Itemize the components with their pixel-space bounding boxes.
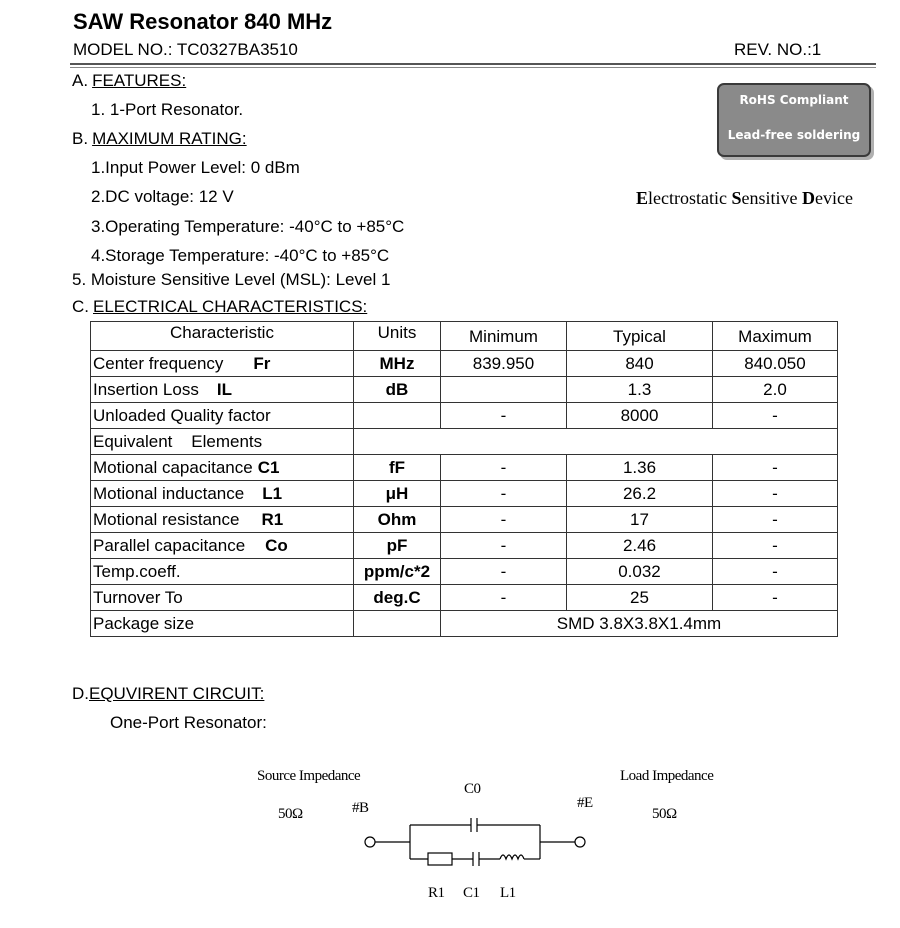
row-symbol: Fr	[253, 354, 271, 373]
c0-label: C0	[464, 781, 481, 797]
section-d-heading	[72, 684, 264, 704]
table-row	[91, 351, 838, 377]
row-max: -	[713, 585, 838, 611]
esd-text-3: evice	[815, 188, 853, 208]
row-max: 840.050	[713, 351, 838, 377]
table-row	[91, 533, 838, 559]
row-min: -	[441, 507, 567, 533]
table-row	[91, 585, 838, 611]
row-label-text: Motional resistance	[93, 510, 240, 529]
table-row	[91, 507, 838, 533]
row-label	[91, 507, 354, 533]
row-min: -	[441, 481, 567, 507]
load-ohm-label: 50Ω	[652, 806, 677, 822]
row-symbol: L1	[262, 484, 283, 503]
rating-item-5: 5. Moisture Sensitive Level (MSL): Level 1	[72, 270, 391, 289]
table-row	[91, 559, 838, 585]
rohs-badge-line1: RoHS Compliant	[739, 93, 849, 107]
resistor-r1	[428, 853, 452, 865]
section-c-prefix: C.	[72, 297, 89, 316]
row-typ: 2.46	[567, 533, 713, 559]
row-label-text: Insertion Loss	[93, 380, 199, 399]
row-unit: fF	[354, 455, 441, 481]
header-minimum: Minimum	[441, 322, 567, 351]
row-label	[91, 351, 354, 377]
section-b-title: MAXIMUM RATING:	[92, 129, 247, 148]
rating-item-2: 2.DC voltage: 12 V	[91, 187, 234, 206]
row-unit: μH	[354, 481, 441, 507]
capacitor-c1	[473, 852, 479, 866]
rohs-badge-line2: Lead-free soldering	[727, 128, 861, 142]
row-typ: 25	[567, 585, 713, 611]
row-min	[441, 377, 567, 403]
row-min: -	[441, 533, 567, 559]
row-label-text: Motional inductance	[93, 484, 245, 503]
row-typ: 26.2	[567, 481, 713, 507]
row-typ: 1.3	[567, 377, 713, 403]
table-row	[91, 611, 838, 637]
feature-item-1: 1. 1-Port Resonator.	[91, 100, 244, 119]
row-label: Package size	[91, 611, 354, 637]
esd-letter-e: E	[636, 188, 649, 208]
table-row	[91, 403, 838, 429]
row-blank	[354, 429, 838, 455]
header-divider-thin	[70, 67, 876, 68]
esd-text-1: lectrostatic	[648, 188, 732, 208]
row-label-text: Parallel capacitance	[93, 536, 246, 555]
esd-text-2: ensitive	[741, 188, 802, 208]
r1-label: R1	[428, 885, 445, 901]
row-max: -	[713, 455, 838, 481]
row-typ: 17	[567, 507, 713, 533]
row-unit: MHz	[354, 351, 441, 377]
equivalent-circuit-diagram	[360, 815, 590, 875]
row-label: Temp.coeff.	[91, 559, 354, 585]
row-max: -	[713, 533, 838, 559]
c1-label: C1	[463, 885, 480, 901]
section-a-title: FEATURES:	[92, 71, 187, 90]
row-label-text: Motional capacitance	[93, 458, 253, 477]
row-min: -	[441, 455, 567, 481]
row-max: 2.0	[713, 377, 838, 403]
row-label	[91, 481, 354, 507]
section-d-title: EQUVIRENT CIRCUIT:	[89, 684, 265, 703]
row-max: -	[713, 507, 838, 533]
row-max: -	[713, 403, 838, 429]
header-divider	[70, 63, 876, 65]
table-row	[91, 455, 838, 481]
row-label: Equivalent Elements	[91, 429, 354, 455]
rohs-badge	[717, 83, 871, 157]
row-unit	[354, 611, 441, 637]
section-a-heading	[72, 71, 186, 91]
row-unit	[354, 403, 441, 429]
revision-number: REV. NO.:1	[734, 40, 822, 59]
table-row	[91, 481, 838, 507]
row-typ: 8000	[567, 403, 713, 429]
row-max: -	[713, 481, 838, 507]
row-label: Unloaded Quality factor	[91, 403, 354, 429]
model-number: MODEL NO.: TC0327BA3510	[73, 40, 298, 59]
header-typical: Typical	[567, 322, 713, 351]
electrical-characteristics-table	[90, 321, 838, 637]
row-label	[91, 455, 354, 481]
l1-label: L1	[500, 885, 516, 901]
row-min: 839.950	[441, 351, 567, 377]
document-title: SAW Resonator 840 MHz	[73, 9, 333, 34]
row-unit: Ohm	[354, 507, 441, 533]
row-min: -	[441, 585, 567, 611]
row-typ: 840	[567, 351, 713, 377]
section-b-prefix: B.	[72, 129, 89, 148]
row-package: SMD 3.8X3.8X1.4mm	[441, 611, 838, 637]
row-label	[91, 533, 354, 559]
row-unit: dB	[354, 377, 441, 403]
terminal-e	[575, 837, 585, 847]
row-unit: deg.C	[354, 585, 441, 611]
row-label: Turnover To	[91, 585, 354, 611]
table-header-row	[91, 322, 838, 351]
row-min: -	[441, 559, 567, 585]
row-typ: 0.032	[567, 559, 713, 585]
node-e-label: #E	[577, 795, 593, 811]
inductor-l1	[500, 855, 524, 859]
rating-item-4: 4.Storage Temperature: -40°C to +85°C	[91, 246, 390, 265]
row-label-text: Center frequency	[93, 354, 224, 373]
row-unit: ppm/c*2	[354, 559, 441, 585]
capacitor-c0	[410, 818, 540, 832]
section-b-heading	[72, 129, 247, 149]
section-c-heading	[72, 297, 367, 317]
terminal-b	[365, 837, 375, 847]
esd-notice	[636, 188, 853, 209]
header-units: Units	[354, 322, 441, 351]
section-d-prefix: D.	[72, 684, 89, 703]
row-label	[91, 377, 354, 403]
row-max: -	[713, 559, 838, 585]
table-row	[91, 429, 838, 455]
header-maximum: Maximum	[713, 322, 838, 351]
rating-item-1: 1.Input Power Level: 0 dBm	[91, 158, 300, 177]
source-impedance-label: Source Impedance	[257, 768, 361, 784]
row-symbol: Co	[265, 536, 288, 555]
rating-item-3: 3.Operating Temperature: -40°C to +85°C	[91, 217, 405, 236]
esd-letter-s: S	[731, 188, 742, 208]
esd-letter-d: D	[802, 188, 815, 208]
row-symbol: C1	[257, 458, 280, 477]
node-b-label: #B	[352, 800, 369, 816]
row-min: -	[441, 403, 567, 429]
load-impedance-label: Load Impedance	[620, 768, 714, 784]
row-unit: pF	[354, 533, 441, 559]
header-characteristic: Characteristic	[91, 322, 354, 351]
source-ohm-label: 50Ω	[278, 806, 303, 822]
section-a-prefix: A.	[72, 71, 89, 90]
table-row	[91, 377, 838, 403]
section-c-title: ELECTRICAL CHARACTERISTICS:	[93, 297, 368, 316]
row-typ: 1.36	[567, 455, 713, 481]
row-symbol: R1	[261, 510, 284, 529]
row-symbol: IL	[216, 380, 232, 399]
circuit-subtitle: One-Port Resonator:	[110, 713, 267, 732]
